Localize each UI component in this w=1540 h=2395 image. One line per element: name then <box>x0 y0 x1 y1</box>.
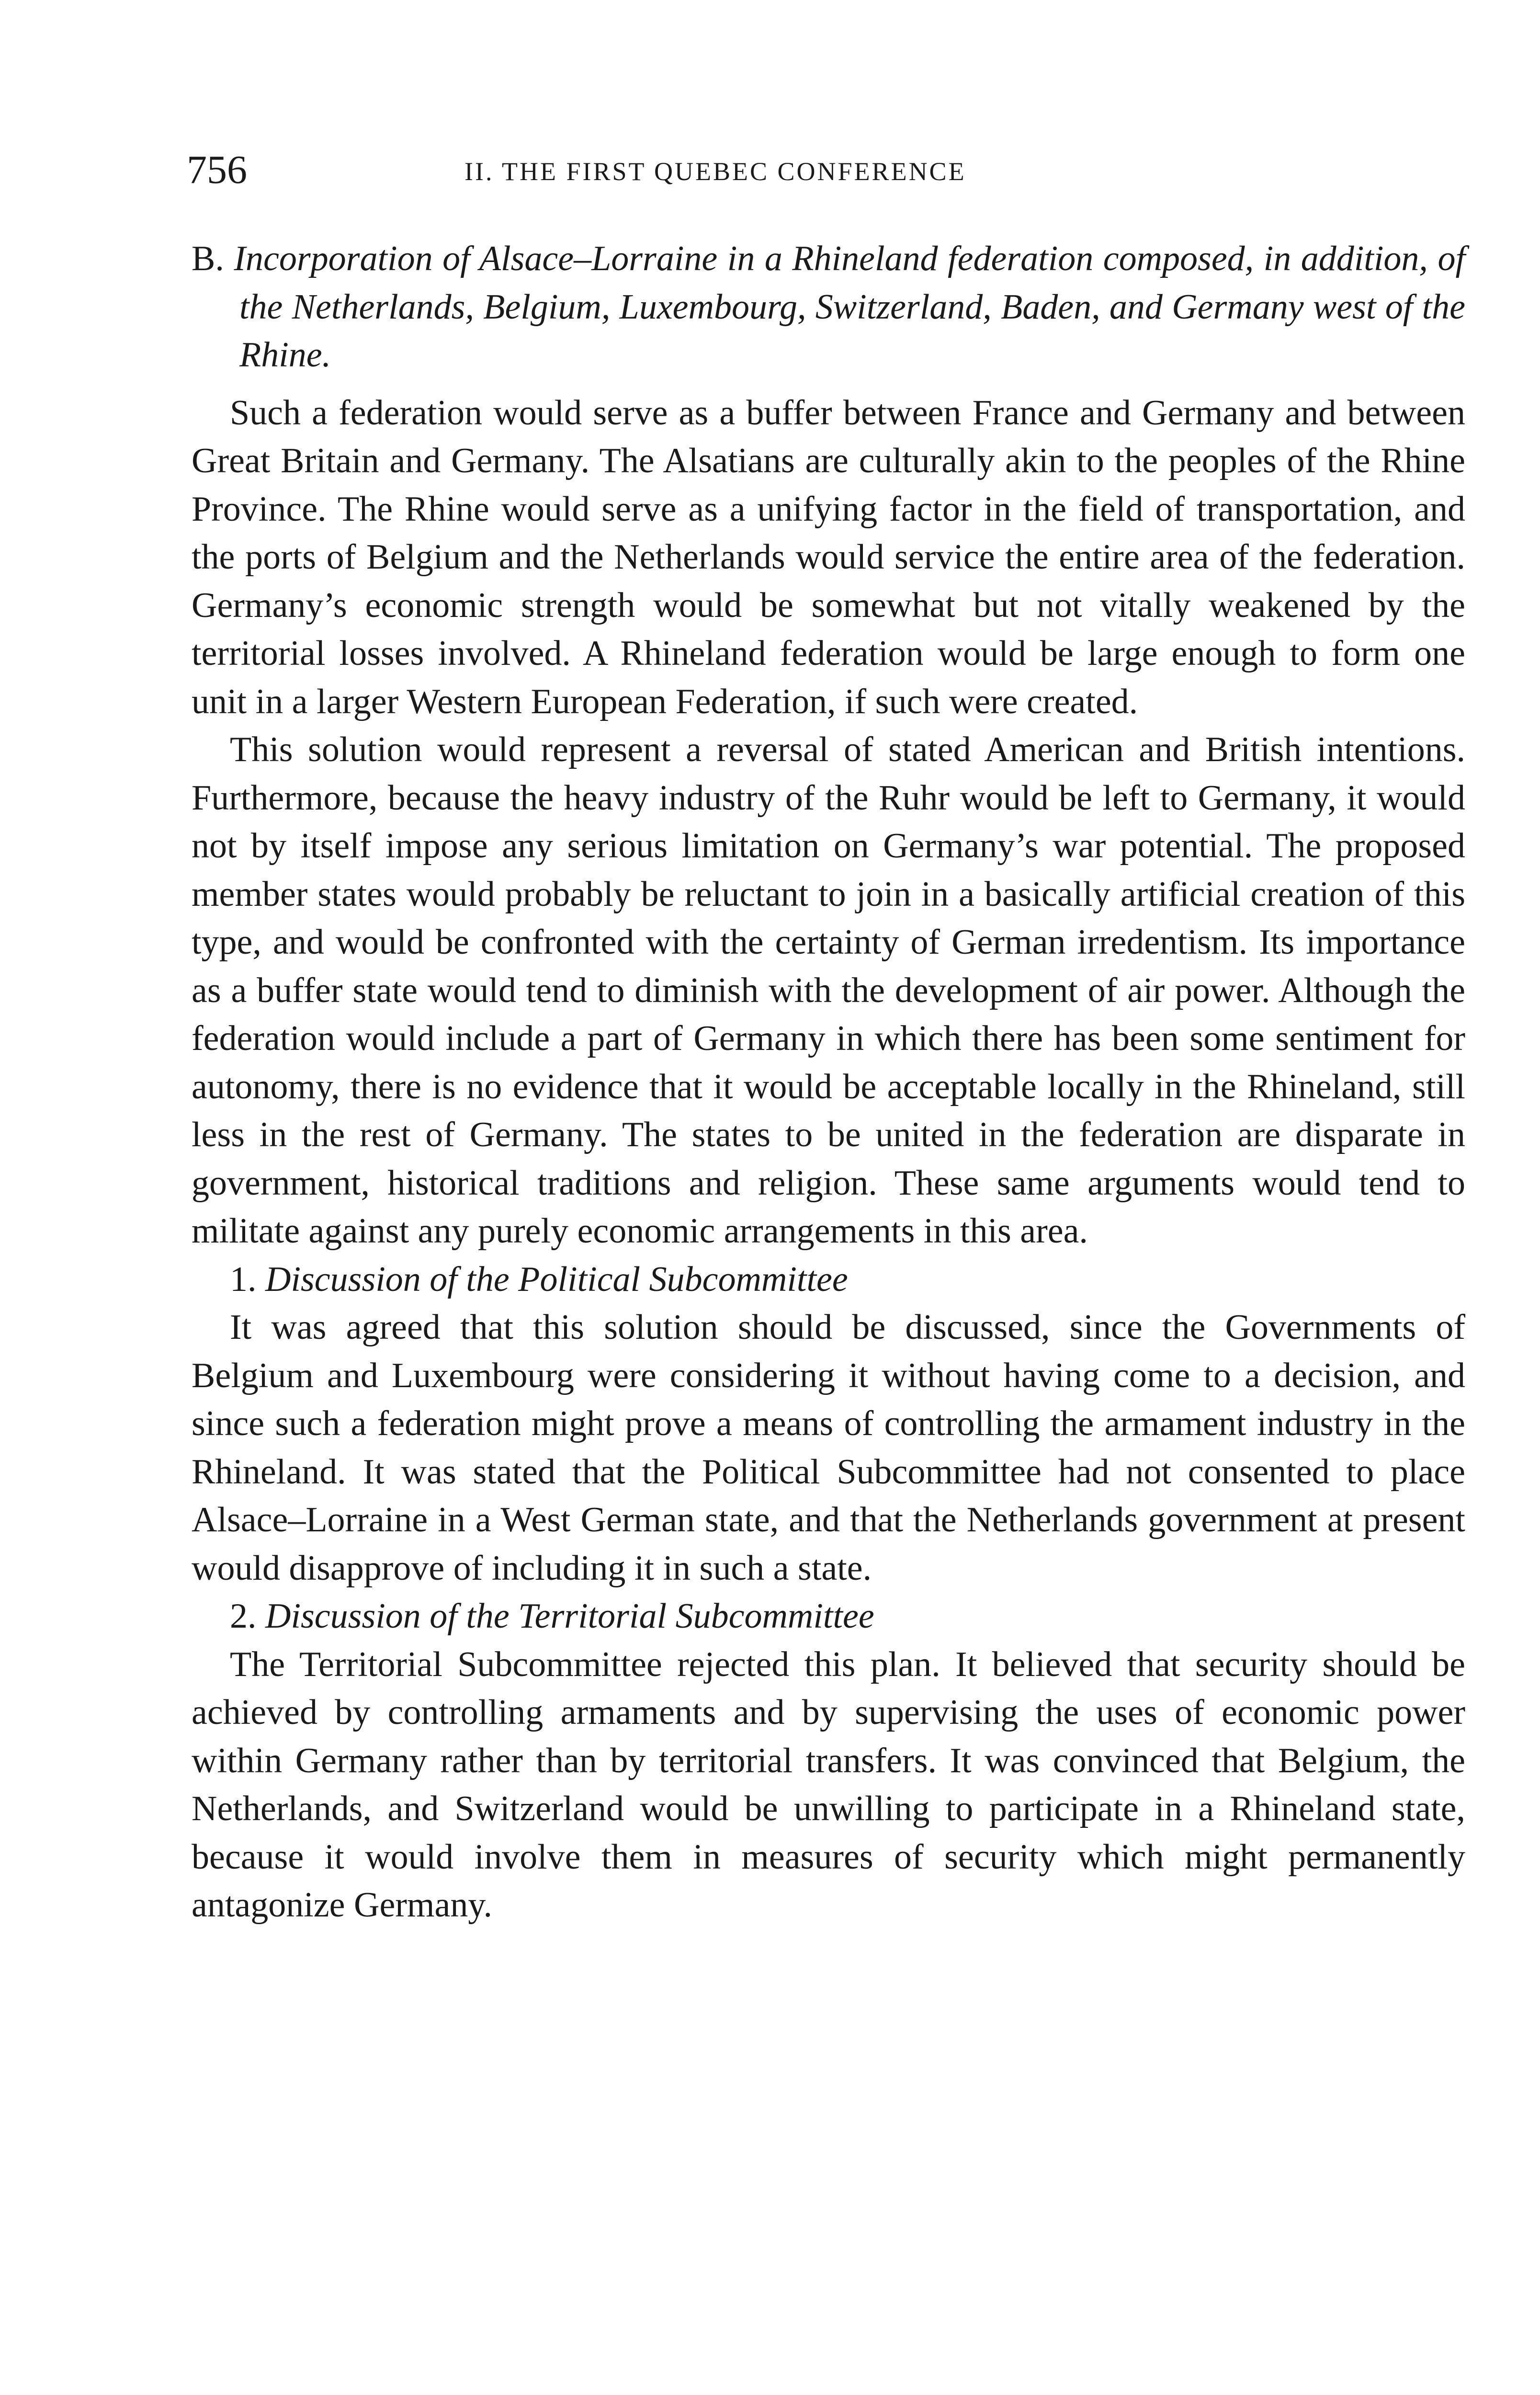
subsection-heading <box>192 1592 1465 1641</box>
subsection-heading <box>192 1255 1465 1304</box>
section-heading-text: Incorporation of Alsace–Lorraine in a Rhineland federation composed, in addition, of the Netherlands, Belgium, Luxembourg, Switzerland, Baden, and Germany west of the Rhine. <box>234 239 1466 375</box>
paragraph: The Territorial Subcommittee rejected this plan. It believed that security should be achieved by controlling armaments and by supervising the uses of economic power within Germany rather than by territorial transfers. It was convinced that Belgium, the Netherlands, and Switzerland would be unwilling to participate in a Rhineland state, because it would involve them in measures of security which might permanently antagonize Germany. <box>192 1644 1465 1925</box>
document-body <box>192 235 1465 1929</box>
subsection-title: Discussion of the Territorial Subcommittee <box>265 1597 874 1636</box>
running-head <box>187 144 1465 196</box>
page-number: 756 <box>187 148 247 192</box>
subsection-number: 2. <box>230 1597 257 1636</box>
section-heading <box>192 235 1465 379</box>
running-title: II. THE FIRST QUEBEC CONFERENCE <box>464 157 966 186</box>
section-label: B. <box>192 239 224 278</box>
subsection-number: 1. <box>230 1259 257 1299</box>
paragraph: It was agreed that this solution should be discussed, since the Governments of Belgium and Luxembourg were considering it without having come to a decision, and since such a federation might prove a means of controlling the armament industry in the Rhineland. It was stated that the Political Subcommittee had not consented to place Alsace–Lorraine in a West German state, and that the Netherlands government at present would disapprove of including it in such a state. <box>192 1308 1465 1588</box>
subsection-title: Discussion of the Political Subcommittee <box>265 1259 848 1299</box>
paragraph: Such a federation would serve as a buffer between France and Germany and between Great Britain and Germany. The Alsatians are culturally akin to the peoples of the Rhine Province. The Rhine would serve as a unifying factor in the field of transportation, and the ports of Belgium and the Netherlands would service the entire area of the federation. Germany’s economic strength would be somewhat but not vitally weakened by the territorial losses involved. A Rhineland federation would be large enough to form one unit in a larger Western European Federation, if such were created. <box>192 393 1465 721</box>
paragraph: This solution would represent a reversal of stated American and British intentions. Furthermore, because the heavy industry of the Ruhr would be left to Germany, it would not by itself impose any serious limitation on Germany’s war potential. The proposed member states would probably be reluctant to join in a basically artificial creation of this type, and would be confronted with the certainty of German irredentism. Its importance as a buffer state would tend to diminish with the development of air power. Although the federation would include a part of Germany in which there has been some sentiment for autonomy, there is no evidence that it would be acceptable locally in the Rhineland, still less in the rest of Germany. The states to be united in the federation are disparate in government, historical traditions and religion. These same arguments would tend to militate against any purely economic arrangements in this area. <box>192 730 1465 1251</box>
